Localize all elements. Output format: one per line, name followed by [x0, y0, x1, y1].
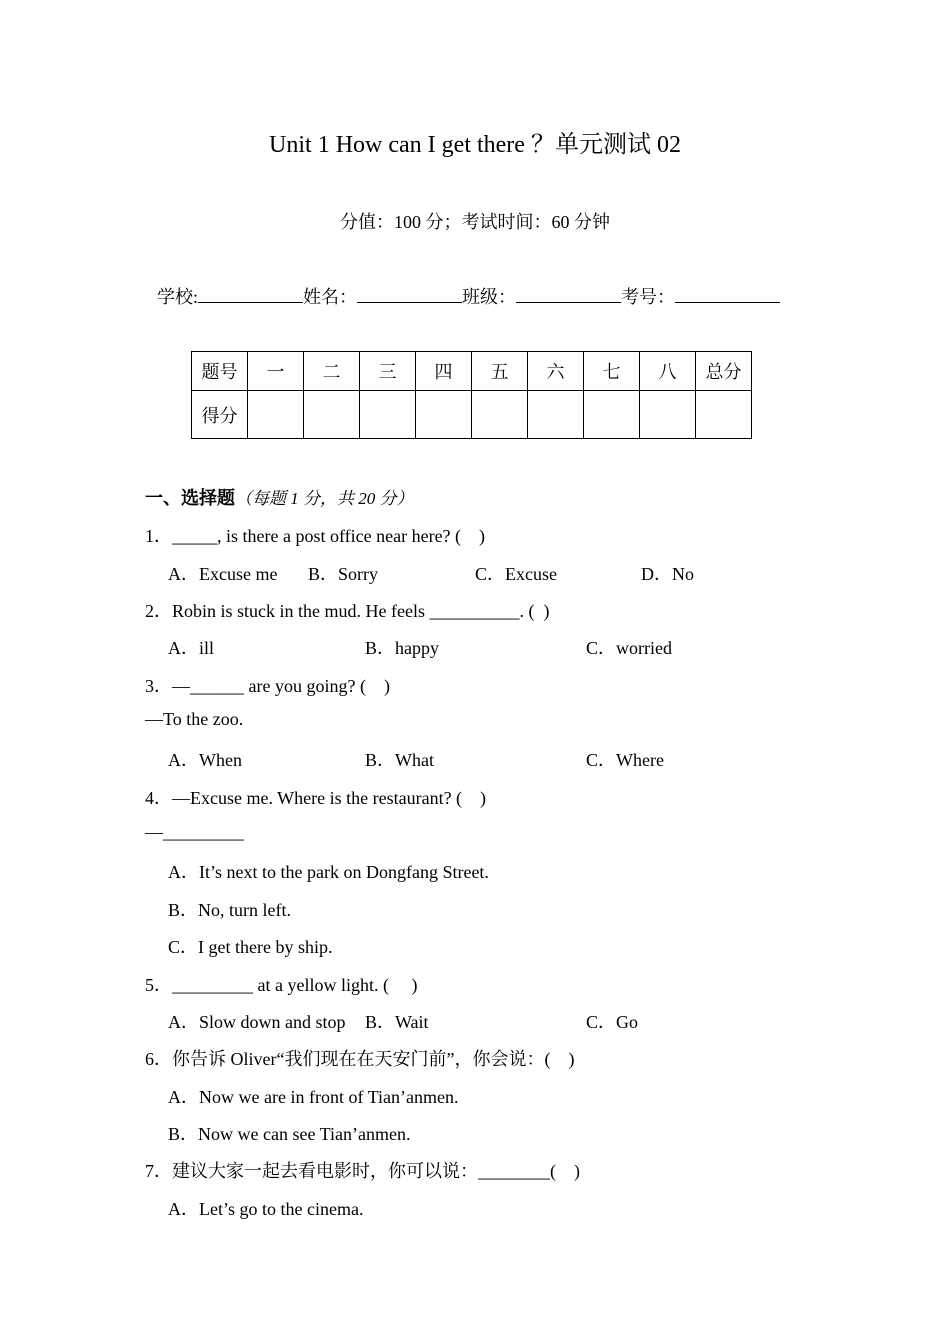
exam-number-label: 考号：	[621, 287, 676, 307]
header-cell: 八	[640, 352, 696, 391]
question-4: 4．—Excuse me. Where is the restaurant? ( )	[145, 788, 487, 808]
q1-option-d[interactable]: D．No	[641, 564, 694, 584]
score-row-label: 得分	[192, 391, 248, 439]
header-cell: 总分	[696, 352, 752, 391]
question-3: 3．—______ are you going? ( )	[145, 676, 390, 696]
header-cell: 五	[472, 352, 528, 391]
header-cell: 一	[248, 352, 304, 391]
q5-option-a[interactable]: A．Slow down and stop	[168, 1012, 346, 1032]
section-title: 一、选择题	[145, 488, 235, 508]
q2-option-c[interactable]: C．worried	[586, 638, 672, 658]
exam-subtitle: 分值：100 分；考试时间：60 分钟	[340, 212, 610, 232]
page-title: Unit 1 How can I get there ？单元测试 02	[269, 132, 681, 158]
question-5: 5．_________ at a yellow light. ( )	[145, 975, 418, 995]
section-heading	[145, 484, 414, 510]
score-cell[interactable]	[584, 391, 640, 439]
header-cell: 二	[304, 352, 360, 391]
q1-option-b[interactable]: B．Sorry	[308, 564, 379, 584]
q4-option-b[interactable]: B．No, turn left.	[168, 900, 291, 920]
student-info-line	[157, 283, 780, 309]
q4-dialogue-answer: —_________	[145, 822, 244, 842]
class-label: 班级：	[462, 287, 517, 307]
q4-option-a[interactable]: A．It’s next to the park on Dongfang Street.	[168, 862, 489, 882]
score-cell[interactable]	[248, 391, 304, 439]
score-table	[191, 351, 752, 439]
score-table-score-row	[192, 391, 752, 439]
score-cell[interactable]	[696, 391, 752, 439]
school-label: 学校:	[157, 287, 199, 307]
q3-option-a[interactable]: A．When	[168, 750, 242, 770]
header-cell: 题号	[192, 352, 248, 391]
name-blank[interactable]	[357, 284, 462, 303]
question-7: 7．建议大家一起去看电影时，你可以说：________( )	[145, 1161, 580, 1181]
school-blank[interactable]	[198, 284, 303, 303]
q5-option-b[interactable]: B．Wait	[365, 1012, 429, 1032]
q6-option-a[interactable]: A．Now we are in front of Tian’anmen.	[168, 1087, 459, 1107]
score-cell[interactable]	[360, 391, 416, 439]
score-cell[interactable]	[416, 391, 472, 439]
header-cell: 六	[528, 352, 584, 391]
header-cell: 七	[584, 352, 640, 391]
q3-dialogue-answer: —To the zoo.	[145, 709, 244, 729]
score-cell[interactable]	[472, 391, 528, 439]
q4-option-c[interactable]: C．I get there by ship.	[168, 937, 333, 957]
score-cell[interactable]	[304, 391, 360, 439]
section-note: （每题 1 分，共 20 分）	[235, 489, 414, 508]
name-label: 姓名：	[303, 287, 358, 307]
q6-option-b[interactable]: B．Now we can see Tian’anmen.	[168, 1124, 411, 1144]
question-6: 6．你告诉 Oliver“我们现在在天安门前”，你会说：( )	[145, 1049, 575, 1069]
q2-option-a[interactable]: A．ill	[168, 638, 215, 658]
question-1: 1．_____, is there a post office near here? ( )	[145, 526, 486, 546]
q7-option-a[interactable]: A．Let’s go to the cinema.	[168, 1199, 364, 1219]
q5-option-c[interactable]: C．Go	[586, 1012, 639, 1032]
header-cell: 四	[416, 352, 472, 391]
q3-option-c[interactable]: C．Where	[586, 750, 664, 770]
score-cell[interactable]	[640, 391, 696, 439]
class-blank[interactable]	[516, 284, 621, 303]
q1-option-a[interactable]: A．Excuse me	[168, 564, 278, 584]
q3-option-b[interactable]: B．What	[365, 750, 434, 770]
q2-option-b[interactable]: B．happy	[365, 638, 439, 658]
score-cell[interactable]	[528, 391, 584, 439]
exam-number-blank[interactable]	[675, 284, 780, 303]
score-table-header-row	[192, 352, 752, 391]
header-cell: 三	[360, 352, 416, 391]
question-2: 2．Robin is stuck in the mud. He feels __________. ( )	[145, 601, 550, 621]
q1-option-c[interactable]: C．Excuse	[475, 564, 557, 584]
